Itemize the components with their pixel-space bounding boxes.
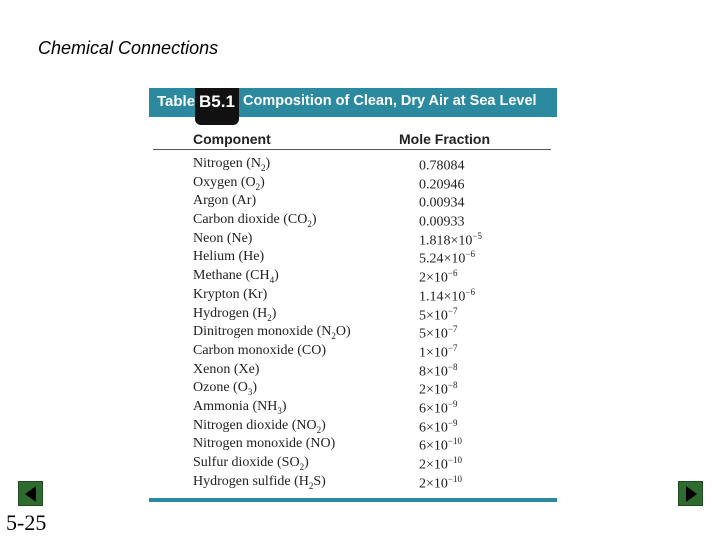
table-row — [149, 212, 557, 231]
component-name: Argon (Ar) — [193, 193, 257, 209]
next-slide-button[interactable] — [678, 481, 703, 506]
mole-fraction-value: $5.24\times 10^{-6}$ — [419, 249, 475, 268]
component-name: Ammonia $(NH_3)$ — [193, 398, 287, 416]
mole-fraction-value: $2\times 10^{-8}$ — [419, 380, 458, 398]
table-row — [149, 455, 557, 474]
mole-fraction-value: $1.818\times 10^{-5}$ — [419, 230, 482, 249]
table-body — [149, 156, 557, 492]
mole-fraction-value: $2\times 10^{-10}$ — [419, 455, 462, 473]
table-row — [149, 380, 557, 399]
mole-fraction-value: $5\times 10^{-7}$ — [419, 305, 458, 324]
component-name: Methane $(CH_4)$ — [193, 268, 279, 285]
component-name: Oxygen $(O_2)$ — [193, 174, 265, 192]
header-divider — [153, 149, 551, 150]
previous-slide-button[interactable] — [18, 481, 43, 506]
table-label: Table — [157, 93, 196, 110]
mole-fraction-value: $2\times 10^{-10}$ — [419, 473, 462, 492]
mole-fraction-value: $6\times 10^{-9}$ — [419, 417, 458, 436]
component-name: Carbon dioxide $(CO_2)$ — [193, 212, 317, 229]
component-name: Hydrogen sulfide $(H_2S)$ — [193, 473, 326, 491]
mole-fraction-value: $1\times 10^{-7}$ — [419, 342, 458, 361]
table-row — [149, 287, 557, 306]
mole-fraction-value: $6\times 10^{-9}$ — [419, 398, 458, 417]
triangle-right-icon — [686, 486, 697, 502]
table-row — [149, 399, 557, 418]
mole-fraction-value: 0.00933 — [419, 214, 465, 230]
table-row — [149, 436, 557, 455]
component-name: Hydrogen $(H_2)$ — [193, 305, 277, 323]
mole-fraction-value: $1.14\times 10^{-6}$ — [419, 286, 475, 305]
table-row — [149, 231, 557, 250]
table-row — [149, 324, 557, 343]
component-name: Nitrogen monoxide (NO) — [193, 436, 336, 452]
page-number: 5-25 — [6, 510, 47, 535]
mole-fraction-value: 0.20946 — [419, 177, 465, 193]
table-row — [149, 343, 557, 362]
component-name: Helium (He) — [193, 249, 265, 265]
column-header-mole-fraction: Mole Fraction — [399, 131, 491, 147]
table-row — [149, 156, 557, 175]
table-caption: Composition of Clean, Dry Air at Sea Level — [243, 93, 537, 109]
column-header-component: Component — [193, 131, 271, 147]
table-row — [149, 268, 557, 287]
table-row — [149, 362, 557, 381]
table-number: B5.1 — [199, 92, 235, 111]
component-name: Ozone $(O_3)$ — [193, 380, 257, 398]
slide-title: Chemical Connections — [38, 38, 219, 58]
mole-fraction-value: $2\times 10^{-6}$ — [419, 268, 458, 286]
mole-fraction-value: $8\times 10^{-8}$ — [419, 361, 458, 380]
mole-fraction-value: $5\times 10^{-7}$ — [419, 324, 458, 342]
table-row — [149, 249, 557, 268]
composition-table — [149, 88, 557, 503]
mole-fraction-value: $6\times 10^{-10}$ — [419, 436, 462, 454]
mole-fraction-value: 0.00934 — [419, 196, 465, 212]
table-row — [149, 193, 557, 212]
component-name: Neon (Ne) — [193, 230, 253, 246]
component-name: Nitrogen $(N_2)$ — [193, 156, 271, 173]
table-row — [149, 418, 557, 437]
table-row — [149, 474, 557, 493]
component-name: Xenon (Xe) — [193, 361, 260, 377]
table-row — [149, 175, 557, 194]
table-bottom-rule — [149, 498, 557, 502]
component-name: Nitrogen dioxide $(NO_2)$ — [193, 417, 326, 435]
component-name: Sulfur dioxide $(SO_2)$ — [193, 455, 309, 472]
table-row — [149, 306, 557, 325]
component-name: Krypton (Kr) — [193, 286, 268, 302]
component-name: Dinitrogen monoxide $(N_2O)$ — [193, 324, 351, 341]
mole-fraction-value: 0.78084 — [419, 158, 465, 174]
component-name: Carbon monoxide (CO) — [193, 342, 326, 358]
triangle-left-icon — [25, 486, 36, 502]
